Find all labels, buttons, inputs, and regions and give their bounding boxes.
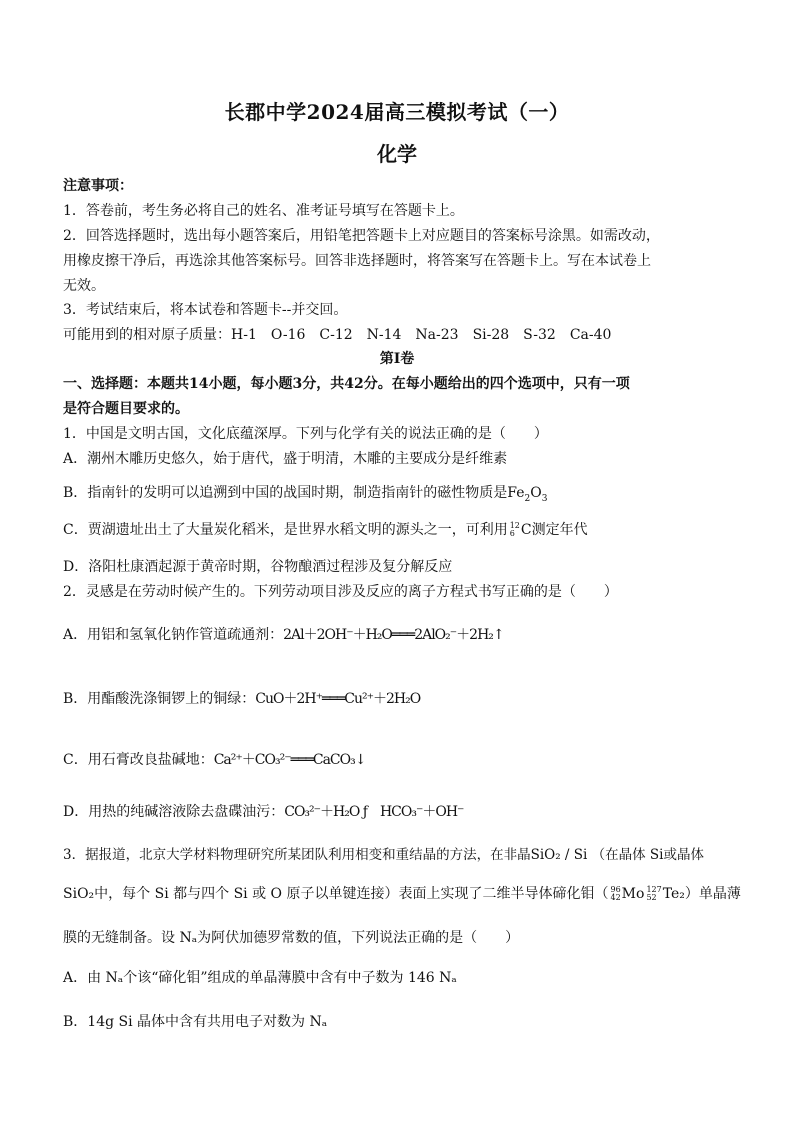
note-item-1: 1．答卷前，考生务必将自己的姓名、准考证号填写在答题卡上。: [63, 203, 464, 219]
q2-option-b: B．用酯酸洗涤铜锣上的铜绿：CuO＋2H⁺═══Cu²⁺＋2H₂O: [63, 691, 421, 707]
exam-title: 长郡中学2024届高三模拟考试（一）: [224, 100, 570, 124]
note-item-2-cont: 用橡皮擦干净后，再选涂其他答案标号。回答非选择题时，将答案写在答题卡上。写在本试卷上: [63, 253, 651, 269]
q3-option-b: B．14g Si 晶体中含有共用电子对数为 Nₐ: [63, 1014, 328, 1030]
part1-instructions-cont: 是符合题目要求的。: [63, 401, 189, 417]
atomic-masses: 可能用到的相对原子质量：H-1 O-16 C-12 N-14 Na-23 Si-28 S-32 Ca-40: [63, 327, 612, 343]
notes-heading: 注意事项：: [63, 178, 133, 194]
section-title: 第Ⅰ卷: [379, 351, 415, 367]
q1-stem: 1．中国是文明古国，文化底蕴深厚。下列与化学有关的说法正确的是（ ）: [63, 426, 548, 442]
note-item-2-end: 无效。: [63, 278, 105, 294]
q3-option-a: A．由 Nₐ个该“碲化钼”组成的单晶薄膜中含有中子数为 146 Nₐ: [63, 970, 457, 986]
q2-option-d: D．用热的纯碱溶液除去盘碟油污：CO₃²⁻＋H₂O ƒ HCO₃⁻＋OH⁻: [63, 804, 464, 820]
q3-stem-line1: 3．据报道，北京大学材料物理研究所某团队利用相变和重结晶的方法，在非晶SiO₂ / Si （在晶体 Si或晶体: [63, 847, 704, 863]
q2-option-c: C．用石膏改良盐碱地：Ca²⁺＋CO₃²⁻═══CaCO₃↓: [63, 752, 366, 768]
q2-option-a: A．用铝和氢氧化钠作管道疏通剂：2Al＋2OH⁻＋H₂O═══2AlO₂⁻＋2H₂↑: [63, 627, 504, 643]
q2-stem: 2．灵感是在劳动时候产生的。下列劳动项目涉及反应的离子方程式书写正确的是（ ）: [63, 584, 618, 600]
q1-option-d: D．洛阳杜康酒起源于黄帝时期，谷物酿酒过程涉及复分解反应: [63, 559, 453, 575]
subject-title: 化学: [377, 142, 417, 166]
q1-option-a: A．潮州木雕历史悠久，始于唐代，盛于明清，木雕的主要成分是纤维素: [63, 451, 508, 467]
q1-option-b: B．指南针的发明可以追溯到中国的战国时期，制造指南针的磁性物质是$Fe_2O_3$: [63, 485, 548, 504]
q3-stem-line2: SiO₂中，每个 Si 都与四个 Si 或 O 原子以单键连接）表面上实现了二维半导体碲化钼（ 96 42 Mo 127 52 Te₂）单晶薄: [63, 885, 741, 902]
q3-stem-line3: 膜的无缝制备。设 Nₐ为阿伏加德罗常数的值，下列说法正确的是（ ）: [63, 930, 520, 946]
note-item-2: 2．回答选择题时，选出每小题答案后，用铅笔把答题卡上对应题目的答案标号涂黑。如需改动，: [63, 228, 660, 244]
part1-instructions: 一、选择题：本题共14小题，每小题3分，共42分。在每小题给出的四个选项中，只有一项: [63, 376, 630, 392]
q1-option-c: C．贾湖遗址出土了大量炭化稻米，是世界水稻文明的源头之一，可利用 12 6 C测定年代: [63, 521, 588, 538]
note-item-3: 3．考试结束后，将本试卷和答题卡--并交回。: [63, 302, 348, 318]
